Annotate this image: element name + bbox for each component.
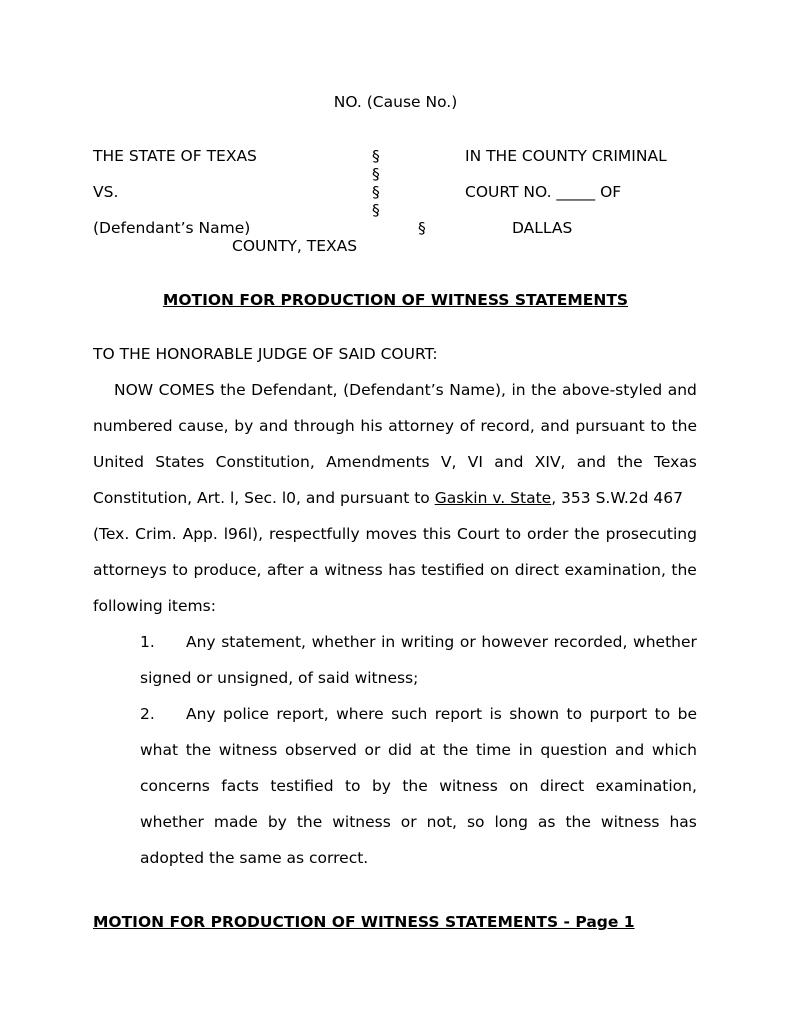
word: (Defendant’s	[343, 381, 444, 399]
word: in	[518, 741, 533, 759]
word: Amendments	[326, 453, 430, 471]
word: the	[574, 525, 600, 543]
body-line: following items:	[93, 597, 216, 615]
word: the	[565, 813, 591, 831]
word: prosecuting	[605, 525, 697, 543]
word: recorded,	[553, 633, 628, 651]
word: testified	[270, 777, 334, 795]
list-item-number: 1.	[140, 633, 155, 651]
word: not,	[426, 813, 457, 831]
word: statement,	[221, 633, 306, 651]
word: NOW	[114, 381, 154, 399]
word: facts	[221, 777, 259, 795]
word: the	[296, 813, 323, 831]
body-line	[93, 453, 697, 471]
list-item-line	[140, 741, 697, 759]
word: Crim.	[135, 525, 177, 543]
word: or	[364, 741, 381, 759]
word: after	[266, 561, 304, 579]
body-line	[114, 381, 697, 399]
word: this	[422, 525, 452, 543]
caption-state: THE STATE OF TEXAS	[93, 147, 257, 165]
word: concerns	[140, 777, 210, 795]
word: which	[651, 741, 697, 759]
word: on	[489, 561, 510, 579]
list-item-line	[186, 705, 697, 723]
word: long	[494, 813, 528, 831]
list-item-line	[140, 777, 697, 795]
word: by	[234, 417, 254, 435]
word: Name),	[449, 381, 506, 399]
word: on	[509, 777, 529, 795]
word: whether	[311, 633, 376, 651]
word: writing	[400, 633, 455, 651]
word: by	[267, 813, 287, 831]
word: numbered	[93, 417, 173, 435]
word: above-styled	[562, 381, 663, 399]
caption-court-line1: IN THE COUNTY CRIMINAL	[465, 147, 667, 165]
word: record,	[480, 417, 535, 435]
word: observed	[285, 741, 357, 759]
word: and	[540, 417, 570, 435]
word: to	[650, 417, 666, 435]
word: did	[388, 741, 412, 759]
word: or	[459, 633, 476, 651]
document-title: MOTION FOR PRODUCTION OF WITNESS STATEMENTS	[162, 291, 629, 309]
body-line	[93, 561, 697, 579]
word: examination,	[564, 561, 666, 579]
word: by	[371, 777, 391, 795]
word: or	[400, 813, 417, 831]
word: to	[654, 705, 671, 723]
word: and	[258, 417, 289, 435]
word: has	[669, 813, 697, 831]
cause-number: NO. (Cause No.)	[333, 93, 458, 111]
caption-court-line3: DALLAS	[512, 219, 573, 237]
word: be	[677, 705, 697, 723]
word: his	[360, 417, 383, 435]
caption-court-line2: COURT NO. _____ OF	[465, 183, 622, 201]
word: cause,	[178, 417, 229, 435]
list-item-line	[140, 813, 697, 831]
word: to	[344, 777, 361, 795]
word: so	[466, 813, 485, 831]
body-line	[93, 525, 697, 543]
word: attorneys	[93, 561, 167, 579]
word: direct	[539, 777, 585, 795]
word: question	[540, 741, 608, 759]
word: what	[140, 741, 179, 759]
word: order	[526, 525, 569, 543]
word: police	[223, 705, 269, 723]
word: the	[442, 741, 469, 759]
word: direct	[514, 561, 560, 579]
body-text: Constitution, Art. l, Sec. l0, and pursuant to	[93, 489, 435, 507]
section-symbol: §	[372, 165, 380, 183]
page-footer: MOTION FOR PRODUCTION OF WITNESS STATEMENTS - Page 1	[93, 913, 635, 931]
word: V,	[440, 453, 457, 471]
word: has	[388, 561, 416, 579]
word: the	[402, 777, 428, 795]
word: witness	[324, 561, 383, 579]
word: examination,	[595, 777, 697, 795]
word: shown	[509, 705, 560, 723]
word: report,	[276, 705, 329, 723]
word: as	[537, 813, 556, 831]
word: is	[489, 705, 502, 723]
section-symbol: §	[418, 219, 426, 237]
word: States	[155, 453, 205, 471]
word: made	[213, 813, 258, 831]
word: and	[667, 381, 697, 399]
word: whether	[140, 813, 204, 831]
word: time	[475, 741, 511, 759]
salutation: TO THE HONORABLE JUDGE OF SAID COURT:	[93, 345, 438, 363]
word: witness	[600, 813, 660, 831]
word: Any	[186, 633, 216, 651]
word: through	[293, 417, 355, 435]
body-line	[93, 489, 683, 507]
word: the	[531, 381, 557, 399]
caption-vs: VS.	[93, 183, 119, 201]
word: however	[481, 633, 548, 651]
word: VI	[467, 453, 483, 471]
word: United	[93, 453, 144, 471]
word: l96l),	[223, 525, 264, 543]
word: Constitution,	[215, 453, 315, 471]
word: XIV,	[534, 453, 566, 471]
word: where	[336, 705, 384, 723]
word: Texas	[654, 453, 697, 471]
word: report	[434, 705, 483, 723]
list-item-line: signed or unsigned, of said witness;	[140, 669, 419, 687]
word: and	[615, 741, 645, 759]
word: the	[671, 417, 697, 435]
word: attorney	[388, 417, 455, 435]
word: testified	[421, 561, 485, 579]
word: moves	[365, 525, 417, 543]
word: COMES	[158, 381, 215, 399]
word: produce,	[193, 561, 262, 579]
section-symbol: §	[372, 147, 380, 165]
word: to	[172, 561, 188, 579]
word: purport	[589, 705, 648, 723]
body-text: , 353 S.W.2d 467	[551, 489, 684, 507]
list-item-number: 2.	[140, 705, 155, 723]
word: a	[309, 561, 319, 579]
caption-court-line4: COUNTY, TEXAS	[232, 237, 358, 255]
word: Defendant,	[251, 381, 338, 399]
word: to	[505, 525, 522, 543]
word: and	[494, 453, 524, 471]
list-item-line: adopted the same as correct.	[140, 849, 369, 867]
case-citation: Gaskin v. State	[434, 489, 552, 507]
word: at	[419, 741, 436, 759]
word: (Tex.	[93, 525, 130, 543]
word: respectfully	[268, 525, 360, 543]
word: the	[671, 561, 697, 579]
caption-defendant: (Defendant’s Name)	[93, 219, 251, 237]
word: such	[391, 705, 428, 723]
word: to	[566, 705, 583, 723]
word: the	[220, 381, 246, 399]
word: App.	[182, 525, 218, 543]
word: in	[511, 381, 526, 399]
word: Court	[457, 525, 500, 543]
section-symbol: §	[372, 201, 380, 219]
list-item-line	[186, 633, 697, 651]
word: pursuant	[575, 417, 645, 435]
word: witness	[439, 777, 498, 795]
word: Any	[186, 705, 216, 723]
word: whether	[633, 633, 697, 651]
section-symbol: §	[372, 183, 380, 201]
word: witness	[218, 741, 278, 759]
word: and	[576, 453, 606, 471]
word: in	[381, 633, 396, 651]
word: the	[617, 453, 643, 471]
word: witness	[332, 813, 391, 831]
word: of	[459, 417, 475, 435]
word: the	[185, 741, 212, 759]
body-line	[93, 417, 697, 435]
